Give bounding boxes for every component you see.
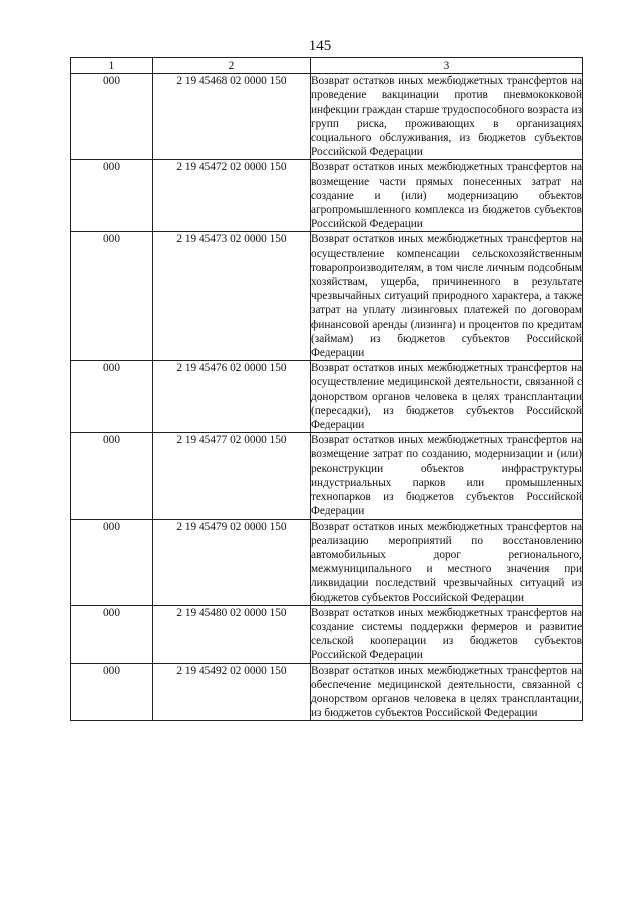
budget-code-cell: 2 19 45492 02 0000 150 (153, 663, 311, 721)
budget-code-cell: 2 19 45476 02 0000 150 (153, 361, 311, 433)
budget-classification-table (70, 57, 583, 721)
admin-code-cell: 000 (71, 519, 153, 605)
table-row (71, 519, 583, 605)
description-cell: Возврат остатков иных межбюджетных трансфертов на осуществление компенсации сельскохозяйственным товаропроизводителям, в том числе личным подсобным хозяйствам, ущерба, причиненного в результате чрезвычайных ситуаций природного характера, а также затрат на уплату лизинговых платежей по договорам финансовой аренды (лизинга) и процентов по кредитам (займам) из бюджетов субъектов Российской Федерации (311, 233, 582, 360)
table-row (71, 232, 583, 361)
description-cell: Возврат остатков иных межбюджетных трансфертов на возмещение части прямых понесенных затрат на создание и (или) модернизацию объектов агропромышленного комплекса из бюджетов субъектов Российской Федерации (311, 161, 582, 231)
admin-code-cell: 000 (71, 663, 153, 721)
budget-code-cell: 2 19 45479 02 0000 150 (153, 519, 311, 605)
admin-code-cell: 000 (71, 160, 153, 232)
table-row (71, 160, 583, 232)
budget-code-cell: 2 19 45480 02 0000 150 (153, 605, 311, 663)
budget-code-cell: 2 19 45468 02 0000 150 (153, 74, 311, 160)
table-row (71, 605, 583, 663)
budget-code-cell: 2 19 45477 02 0000 150 (153, 433, 311, 519)
table-row (71, 663, 583, 721)
description-cell: Возврат остатков иных межбюджетных трансфертов на возмещение затрат по созданию, модернизации и (или) реконструкции объектов инфраструктуры индустриальных парков или промышленных технопарков из бюджетов субъектов Российской Федерации (311, 434, 582, 518)
description-cell: Возврат остатков иных межбюджетных трансфертов на реализацию мероприятий по восстановлению автомобильных дорог регионального, межмуниципального и местного значения при ликвидации последствий чрезвычайных ситуаций из бюджетов субъектов Российской Федерации (311, 520, 582, 604)
column-header-3: 3 (311, 58, 583, 74)
description-cell: Возврат остатков иных межбюджетных трансфертов на осуществление медицинской деятельности, связанной с донорством органов человека в целях трансплантации (пересадки), из бюджетов субъектов Российской Федерации (311, 362, 582, 432)
description-cell: Возврат остатков иных межбюджетных трансфертов на создание системы поддержки фермеров и развитие сельской кооперации из бюджетов субъектов Российской Федерации (311, 606, 582, 662)
description-cell: Возврат остатков иных межбюджетных трансфертов на обеспечение медицинской деятельности, связанной с донорством органов человека в целях трансплантации, из бюджетов субъектов Российской Федерации (311, 664, 582, 720)
table-header-row (71, 58, 583, 74)
admin-code-cell: 000 (71, 74, 153, 160)
table-row (71, 433, 583, 519)
column-header-2: 2 (153, 58, 311, 74)
page-number: 145 (308, 38, 332, 54)
table-row (71, 74, 583, 160)
column-header-1: 1 (71, 58, 153, 74)
admin-code-cell: 000 (71, 232, 153, 361)
description-cell: Возврат остатков иных межбюджетных трансфертов на проведение вакцинации против пневмококковой инфекции граждан старше трудоспособного возраста из групп риска, проживающих в организациях социального обслуживания, из бюджетов субъектов Российской Федерации (311, 75, 582, 159)
admin-code-cell: 000 (71, 433, 153, 519)
admin-code-cell: 000 (71, 605, 153, 663)
admin-code-cell: 000 (71, 361, 153, 433)
table-row (71, 361, 583, 433)
budget-code-cell: 2 19 45472 02 0000 150 (153, 160, 311, 232)
budget-code-cell: 2 19 45473 02 0000 150 (153, 232, 311, 361)
